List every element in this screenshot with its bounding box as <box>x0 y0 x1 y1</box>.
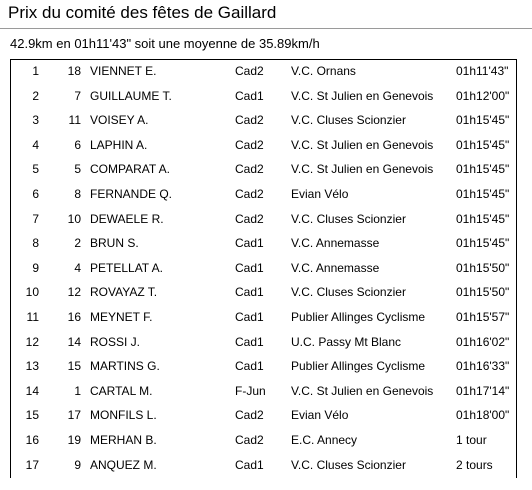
table-row <box>11 380 516 405</box>
result-rank: 8 <box>32 236 39 251</box>
table-row <box>11 60 516 85</box>
result-time: 01h15'57" <box>456 310 510 324</box>
result-bib-number: 11 <box>68 113 81 128</box>
result-rider-name: ROSSI J. <box>90 334 141 349</box>
result-club: V.C. Annemasse <box>291 260 380 275</box>
result-time: 01h15'45" <box>456 187 510 201</box>
result-club: V.C. Cluses Scionzier <box>291 113 406 128</box>
result-bib-number: 14 <box>67 334 81 349</box>
result-category: F-Jun <box>235 383 266 398</box>
result-rank: 2 <box>32 88 39 103</box>
result-rider-name: MARTINS G. <box>90 359 160 374</box>
result-bib-number: 10 <box>67 211 81 226</box>
result-club: V.C. St Julien en Genevois <box>291 383 434 398</box>
result-time: 01h15'45" <box>456 162 510 177</box>
result-bib-number: 19 <box>67 433 81 447</box>
result-rider-name: COMPARAT A. <box>90 162 171 177</box>
result-club: U.C. Passy Mt Blanc <box>291 334 402 349</box>
result-rider-name: FERNANDE Q. <box>90 187 173 201</box>
result-rank: 11 <box>26 310 39 324</box>
result-club: Evian Vélo <box>291 408 349 423</box>
result-category: Cad1 <box>235 310 264 324</box>
result-rank: 3 <box>32 113 39 128</box>
result-rider-name: VOISEY A. <box>90 113 149 128</box>
result-rider-name: DEWAELE R. <box>90 211 164 226</box>
result-rank: 4 <box>32 137 39 152</box>
result-bib-number: 12 <box>67 285 81 300</box>
result-category: Cad2 <box>235 187 264 201</box>
table-row <box>11 306 516 331</box>
table-row <box>11 281 516 306</box>
result-club: E.C. Annecy <box>291 433 358 447</box>
table-row <box>11 208 516 233</box>
title-divider <box>0 28 532 29</box>
result-rank: 13 <box>25 359 39 374</box>
result-rider-name: PETELLAT A. <box>90 260 163 275</box>
result-bib-number: 18 <box>67 64 81 78</box>
result-club: V.C. St Julien en Genevois <box>291 88 434 103</box>
result-category: Cad2 <box>235 433 264 447</box>
result-time: 1 tour <box>456 433 487 447</box>
result-time: 01h11'43" <box>456 64 509 78</box>
result-time: 01h15'45" <box>456 113 510 128</box>
result-category: Cad2 <box>235 113 264 128</box>
result-rider-name: MERHAN B. <box>90 433 157 447</box>
result-time: 01h17'14" <box>456 383 510 398</box>
result-rider-name: ROVAYAZ T. <box>90 285 158 300</box>
result-rank: 6 <box>32 187 39 201</box>
result-category: Cad2 <box>235 64 264 78</box>
result-time: 01h18'00" <box>456 408 510 423</box>
result-rider-name: ANQUEZ M. <box>90 457 157 472</box>
result-bib-number: 2 <box>74 236 81 251</box>
result-category: Cad1 <box>235 236 264 251</box>
table-row <box>11 85 516 110</box>
result-club: V.C. St Julien en Genevois <box>291 162 434 177</box>
result-bib-number: 6 <box>74 137 81 152</box>
result-time: 01h16'33" <box>456 359 510 374</box>
result-category: Cad1 <box>235 285 264 300</box>
result-club: V.C. Cluses Scionzier <box>291 285 406 300</box>
result-time: 01h16'02" <box>456 334 510 349</box>
result-rank: 1 <box>32 64 39 78</box>
result-category: Cad1 <box>235 359 264 374</box>
result-bib-number: 5 <box>74 162 81 177</box>
result-rider-name: GUILLAUME T. <box>90 88 172 103</box>
result-rank: 17 <box>25 457 39 472</box>
result-rider-name: LAPHIN A. <box>90 137 148 152</box>
result-rank: 16 <box>25 433 39 447</box>
result-rank: 12 <box>25 334 39 349</box>
result-time: 01h15'45" <box>456 236 510 251</box>
result-rank: 9 <box>32 260 39 275</box>
result-rank: 10 <box>25 285 39 300</box>
result-category: Cad2 <box>235 137 264 152</box>
table-row <box>11 331 516 356</box>
result-category: Cad2 <box>235 162 264 177</box>
result-time: 01h12'00" <box>456 88 510 103</box>
race-summary: 42.9km en 01h11'43" soit une moyenne de 35.89km/h <box>10 36 320 51</box>
result-club: V.C. St Julien en Genevois <box>291 137 434 152</box>
result-category: Cad1 <box>235 260 264 275</box>
result-time: 01h15'45" <box>456 137 510 152</box>
table-row <box>11 158 516 183</box>
result-bib-number: 4 <box>74 260 81 275</box>
result-category: Cad1 <box>235 334 264 349</box>
result-bib-number: 9 <box>74 457 81 472</box>
table-row <box>11 232 516 257</box>
result-time: 01h15'45" <box>456 211 510 226</box>
result-time: 2 tours <box>456 457 493 472</box>
table-row <box>11 183 516 208</box>
table-row <box>11 404 516 429</box>
page-title: Prix du comité des fêtes de Gaillard <box>8 3 277 22</box>
table-row <box>11 429 516 454</box>
result-rider-name: CARTAL M. <box>90 383 153 398</box>
table-row <box>11 257 516 282</box>
result-rank: 5 <box>32 162 39 177</box>
result-rider-name: MONFILS L. <box>90 408 157 423</box>
result-bib-number: 17 <box>67 408 81 423</box>
result-club: V.C. Ornans <box>291 64 356 78</box>
results-table <box>10 59 517 478</box>
result-category: Cad2 <box>235 211 264 226</box>
table-row <box>11 355 516 380</box>
result-time: 01h15'50" <box>456 285 510 300</box>
result-club: V.C. Cluses Scionzier <box>291 211 406 226</box>
table-row <box>11 454 516 479</box>
result-rider-name: BRUN S. <box>90 236 139 251</box>
result-club: Evian Vélo <box>291 187 349 201</box>
result-bib-number: 1 <box>74 383 81 398</box>
result-club: V.C. Annemasse <box>291 236 380 251</box>
table-row <box>11 109 516 134</box>
result-rider-name: MEYNET F. <box>90 310 153 324</box>
result-club: Publier Allinges Cyclisme <box>291 359 426 374</box>
result-rider-name: VIENNET E. <box>90 64 157 78</box>
result-bib-number: 16 <box>67 310 81 324</box>
result-bib-number: 7 <box>74 88 81 103</box>
result-category: Cad1 <box>235 457 264 472</box>
result-rank: 15 <box>25 408 39 423</box>
result-club: V.C. Cluses Scionzier <box>291 457 406 472</box>
result-time: 01h15'50" <box>456 260 510 275</box>
result-category: Cad1 <box>235 88 264 103</box>
result-bib-number: 15 <box>67 359 81 374</box>
result-bib-number: 8 <box>74 187 81 201</box>
table-row <box>11 134 516 159</box>
result-category: Cad2 <box>235 408 264 423</box>
result-rank: 7 <box>32 211 39 226</box>
result-club: Publier Allinges Cyclisme <box>291 310 426 324</box>
result-rank: 14 <box>25 383 39 398</box>
